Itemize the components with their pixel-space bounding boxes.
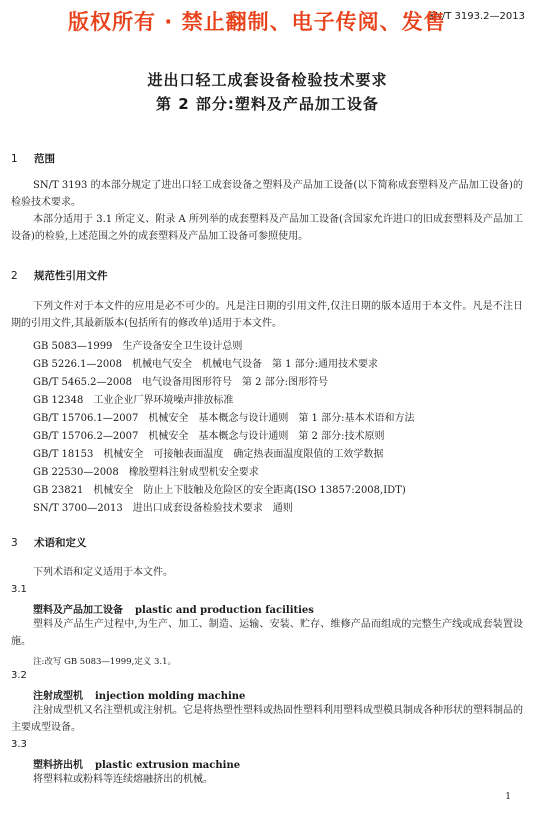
scope-paragraph-1: SN/T 3193 的本部分规定了进出口轻工成套设备之塑料及产品加工设备(以下简称成套塑料及产品加工设备)的检验技术要求。 [11, 180, 523, 208]
term-definition: 将塑料粒或粉料等连续熔融挤出的机械。 [33, 774, 213, 785]
term-chinese: 塑料挤出机 [33, 760, 83, 771]
reference-item: GB 5083—1999 生产设备安全卫生设计总则 [33, 341, 243, 352]
term-english: plastic and production facilities [135, 605, 314, 616]
reference-item: GB 12348 工业企业厂界环境噪声排放标准 [33, 395, 234, 406]
term-note: 注:改写 GB 5083—1999,定义 3.1。 [33, 657, 176, 667]
term-entry [33, 601, 314, 616]
scope-paragraph-2: 本部分适用于 3.1 所定义、附录 A 所列举的成套塑料及产品加工设备(含国家允许进口的旧成套塑料及产品加工设备)的检验,上述范围之外的成套塑料及产品加工设备可参照使用。 [11, 214, 523, 242]
reference-item: GB/T 18153 机械安全 可接触表面温度 确定热表面温度限值的工效学数据 [33, 449, 384, 460]
section-heading-normative-references [11, 268, 108, 283]
reference-item: GB 5226.1—2008 机械电气安全 机械电气设备 第 1 部分:通用技术要求 [33, 359, 379, 370]
document-title: 进出口轻工成套设备检验技术要求 [147, 71, 388, 89]
page-number: 1 [505, 792, 511, 802]
section-number: 3 [11, 537, 18, 549]
section-title: 术语和定义 [34, 537, 87, 549]
term-number: 3.3 [11, 739, 27, 750]
term-definition: 塑料及产品生产过程中,为生产、加工、制造、运输、安装、贮存、维修产品而组成的完整生产线或成套装置设施。 [11, 619, 523, 647]
section-heading-terms [11, 535, 87, 550]
section-title: 范围 [34, 153, 55, 165]
term-number: 3.1 [11, 584, 27, 595]
reference-item: GB/T 15706.1—2007 机械安全 基本概念与设计通则 第 1 部分:基本术语和方法 [33, 413, 415, 424]
copyright-watermark: 版权所有 · 禁止翻制、电子传阅、发售 [68, 10, 446, 34]
term-english: injection molding machine [95, 691, 246, 702]
document-subtitle: 第 2 部分:塑料及产品加工设备 [156, 95, 379, 113]
term-entry [33, 687, 245, 702]
section-heading-scope [11, 151, 55, 166]
section-number: 1 [11, 153, 18, 165]
reference-item: GB 23821 机械安全 防止上下肢触及危险区的安全距离(ISO 13857:2008,IDT) [33, 485, 406, 496]
term-entry [33, 756, 240, 771]
term-number: 3.2 [11, 670, 27, 681]
reference-item: GB 22530—2008 橡胶塑料注射成型机安全要求 [33, 467, 259, 478]
standard-code: SN/T 3193.2—2013 [428, 11, 525, 22]
term-definition: 注射成型机又名注塑机或注射机。它是将热塑性塑料或热固性塑料利用塑料成型模具制成各种形状的塑料制品的主要成型设备。 [11, 705, 523, 733]
reference-item: SN/T 3700—2013 进出口成套设备检验技术要求 通则 [33, 503, 293, 514]
section-number: 2 [11, 270, 18, 282]
terms-intro-paragraph: 下列术语和定义适用于本文件。 [33, 567, 173, 578]
normative-intro-paragraph: 下列文件对于本文件的应用是必不可少的。凡是注日期的引用文件,仅注日期的版本适用于本文件。凡是不注日期的引用文件,其最新版本(包括所有的修改单)适用于本文件。 [11, 301, 523, 329]
term-english: plastic extrusion machine [95, 760, 241, 771]
section-title: 规范性引用文件 [34, 270, 108, 282]
term-chinese: 塑料及产品加工设备 [33, 605, 123, 616]
reference-item: GB/T 5465.2—2008 电气设备用图形符号 第 2 部分:图形符号 [33, 377, 329, 388]
reference-item: GB/T 15706.2—2007 机械安全 基本概念与设计通则 第 2 部分:技术原则 [33, 431, 385, 442]
term-chinese: 注射成型机 [33, 691, 83, 702]
